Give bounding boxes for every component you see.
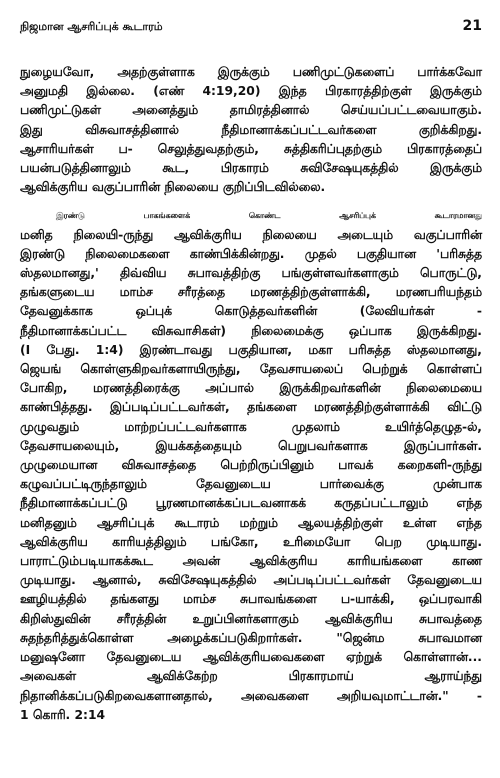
text-line: ஸ்தலமானது,' திவ்விய சுபாவத்திற்கு பங்குள்ளவர்களாகும் பொருட்டு, — [20, 266, 482, 281]
text-line: சுதந்தரித்துக்கொள்ள அழைக்கப்படுகிறார்கள். "ஜென்ம சுபாவமான — [20, 630, 482, 645]
text-line: முழுவதும் மாற்றப்பட்டவர்களாக முதலாம் உயிர்த்தெழுத-ல், — [20, 419, 482, 434]
running-title: நிஜமான ஆசரிப்புக் கூடாரம் — [20, 20, 163, 33]
text-line: பயன்படுத்தினாலும் கூட, பிரகாரம் சுவிசேஷயுகத்தில் இருக்கும் — [20, 161, 482, 176]
text-line: முடியாது. ஆனால், சுவிசேஷயுகத்தில் அப்படிப்பட்டவர்கள் தேவனுடைய — [20, 573, 482, 588]
text-line: ஆவிக்குரிய வகுப்பாரின் நிலையை குறிப்பிடவில்லை. — [20, 180, 326, 195]
text-line: கழுவப்பட்டிருந்தாலும் தேவனுடைய பார்வைக்கு முன்பாக — [20, 477, 482, 492]
paragraph-two-parts — [20, 206, 482, 724]
paragraph-outer-court — [20, 63, 482, 197]
text-line: ஜெயங் கொள்ளுகிறவர்களாயிருந்து, தேவசாயலைப் பெற்றுக் கொள்ளப் — [20, 362, 482, 377]
text-line: 1 கொரி. 2:14 — [20, 707, 106, 722]
text-line: மனுஷனோ தேவனுடைய ஆவிக்குரியவைகளை ஏற்றுக் கொள்ளான்... — [20, 650, 482, 665]
text-line: நுழையவோ, அதற்குள்ளாக இருக்கும் பணிமுட்டுகளைப் பார்க்கவோ — [20, 65, 482, 79]
text-line: ஆசாரியர்கள் ப- செலுத்துவதற்கும், சுத்திகரிப்புதற்கும் பிரகாரத்தைப் — [20, 141, 482, 156]
page-number: 21 — [462, 18, 482, 34]
text-line: முழுமையான விசுவாசத்தை பெற்றிருப்பினும் பாவக் கறைகளி-ருந்து — [20, 458, 482, 473]
text-line: நீதிமானாக்கப்பட்ட விசுவாசிகள்) நிலைமைக்கு ஒப்பாக இருக்கிறது. — [20, 323, 482, 338]
text-line: இரண்டு பாகங்களைக் கொண்ட ஆசரிப்புக் கூடாரமானது — [56, 211, 482, 221]
text-line: தங்களுடைய மாம்ச சரீரத்தை மரணத்திற்குள்ளாக்கி, மரணபரியந்தம் — [20, 285, 482, 300]
text-line: மனிதனும் ஆசரிப்புக் கூடாரம் மற்றும் ஆலயத்திற்குள் உள்ள எந்த — [20, 515, 482, 530]
text-line: அவைகள் ஆவிக்கேற்ற பிரகாரமாய் ஆராய்ந்து — [20, 669, 482, 684]
text-line: தேவனுக்காக ஒப்புக் கொடுத்தவர்களின் (லேவியர்கள் - — [20, 304, 482, 319]
page-body — [20, 63, 482, 725]
text-line: காண்பித்தது. இப்படிப்பட்டவர்கள், தங்களை மரணத்திற்குள்ளாக்கி விட்டு — [20, 400, 482, 415]
text-line: அனுமதி இல்லை. (எண் 4:19,20) இந்த பிரகாரத்திற்குள் இருக்கும் — [20, 84, 482, 99]
text-line: கிறிஸ்துவின் சரீரத்தின் உறுப்பினர்களாகும் ஆவிக்குரிய சுபாவத்தை — [20, 611, 482, 626]
text-line: நிதானிக்கப்படுகிறவைகளானதால், அவைகளை அறியவுமாட்டான்." - — [20, 688, 482, 703]
text-line: இரண்டு நிலைமைகளை காண்பிக்கின்றது. முதல் பகுதியான 'பரிசுத்த — [20, 246, 482, 261]
text-line: நீதிமானாக்கப்பட்டு பூரணமானக்கப்படவனாகக் கருதப்பட்டாலும் எந்த — [20, 496, 482, 511]
text-line: போகிற, மரணத்திரைக்கு அப்பால் இருக்கிறவர்களின் நிலைமையை — [20, 381, 482, 396]
text-line: பாராட்டும்படியாகக்கூட அவன் ஆவிக்குரிய காரியங்களை காண — [20, 554, 482, 569]
text-line: ஊழியத்தில் தங்களது மாம்ச சுபாவங்களை ப-யாக்கி, ஒப்பரவாகி — [20, 592, 482, 607]
text-line: (I பேது. 1:4) இரண்டாவது பகுதியான, மகா பரிசுத்த ஸ்தலமானது, — [20, 342, 482, 357]
text-line: இது விசுவாசத்தினால் நீதிமானாக்கப்பட்டவர்களை குறிக்கிறது. — [20, 122, 482, 137]
text-line: ஆவிக்குரிய காரியத்திலும் பங்கோ, உரிமையோ பெற முடியாது. — [20, 534, 482, 549]
text-line: மனித நிலையி-ருந்து ஆவிக்குரிய நிலையை அடையும் வகுப்பாரின் — [20, 227, 482, 242]
page-header — [20, 18, 482, 35]
text-line: பணிமுட்டுகள் அனைத்தும் தாமிரத்தினால் செய்யப்பட்டவையாகும். — [20, 103, 482, 118]
text-line: தேவசாயலையும், இயக்கத்தையும் பெறுபவர்களாக இருப்பார்கள். — [20, 438, 482, 453]
